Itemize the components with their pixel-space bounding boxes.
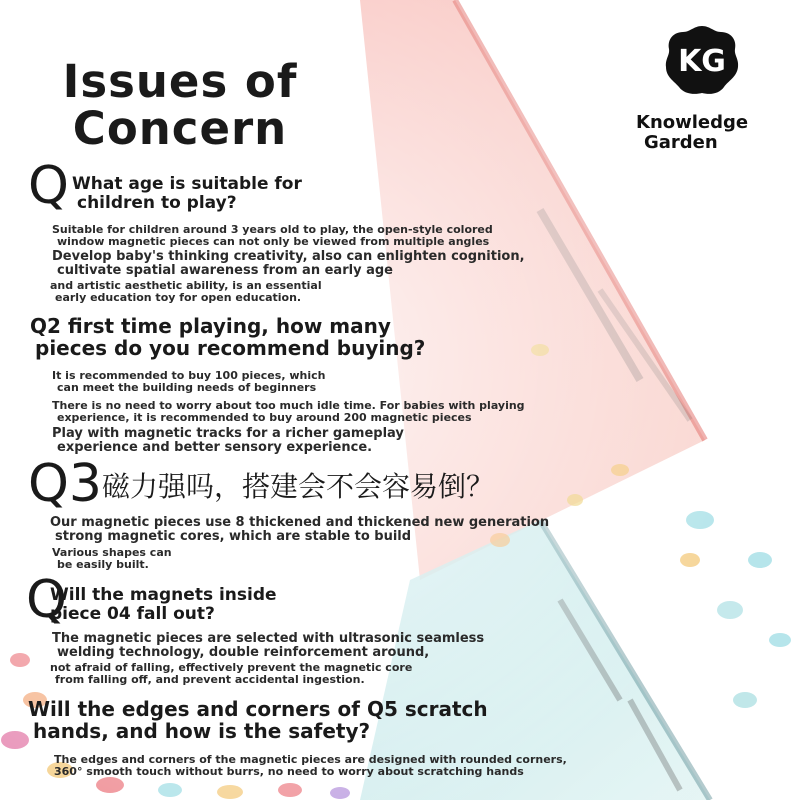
q3-marker: Q3: [28, 454, 103, 514]
q1-answer-1: Suitable for children around 3 years old to play, the open-style colored window magnetic pieces can not only be viewed from multiple angles: [52, 223, 493, 248]
q3-answer-2: Various shapes can be easily built.: [52, 546, 172, 571]
title-line-1: Issues of: [62, 55, 298, 108]
q4-marker: Q: [26, 570, 67, 630]
q1-heading: What age is suitable for children to play?: [72, 174, 302, 213]
q5-heading: Will the edges and corners of Q5 scratch hands, and how is the safety?: [28, 697, 488, 743]
title-line-2: Concern: [72, 102, 288, 155]
q2-heading: Q2 first time playing, how many pieces do you recommend buying?: [30, 314, 426, 360]
q3-answer-1: Our magnetic pieces use 8 thickened and thickened new generation strong magnetic cores, which are stable to build: [50, 515, 550, 544]
q5-answer-1: The edges and corners of the magnetic pieces are designed with rounded corners, 360° smooth touch without burrs, no need to worry about scratching hands: [54, 753, 567, 778]
q4-heading: Will the magnets inside piece 04 fall out?: [50, 585, 277, 624]
q3-heading: 磁力强吗，搭建会不会容易倒？: [102, 470, 495, 503]
q1-answer-3: and artistic aesthetic ability, is an essential early education toy for open education.: [50, 279, 322, 304]
q4-answer-2: not afraid of falling, effectively prevent the magnetic core from falling off, and prevent accidental ingestion.: [50, 661, 413, 686]
q4-answer-1: The magnetic pieces are selected with ultrasonic seamless welding technology, double reinforcement around,: [52, 631, 485, 660]
q1-marker: Q: [28, 156, 69, 216]
page-title: [40, 55, 320, 155]
brand-name-line-1: Knowledge: [636, 112, 749, 133]
svg-text:KG: KG: [678, 44, 726, 79]
q2-answer-1: It is recommended to buy 100 pieces, which can meet the building needs of beginners: [52, 369, 326, 394]
q1-answer-2: Develop baby's thinking creativity, also can enlighten cognition, cultivate spatial awareness from an early age: [52, 249, 525, 278]
brand-name: [636, 113, 748, 153]
knowledge-garden-logo: [664, 23, 740, 97]
q2-answer-2: There is no need to worry about too much idle time. For babies with playing experience, it is recommended to buy around 200 magnetic pieces: [52, 399, 525, 424]
brand-name-line-2: Garden: [644, 132, 718, 153]
q2-answer-3: Play with magnetic tracks for a richer gameplay experience and better sensory experience.: [52, 426, 404, 455]
